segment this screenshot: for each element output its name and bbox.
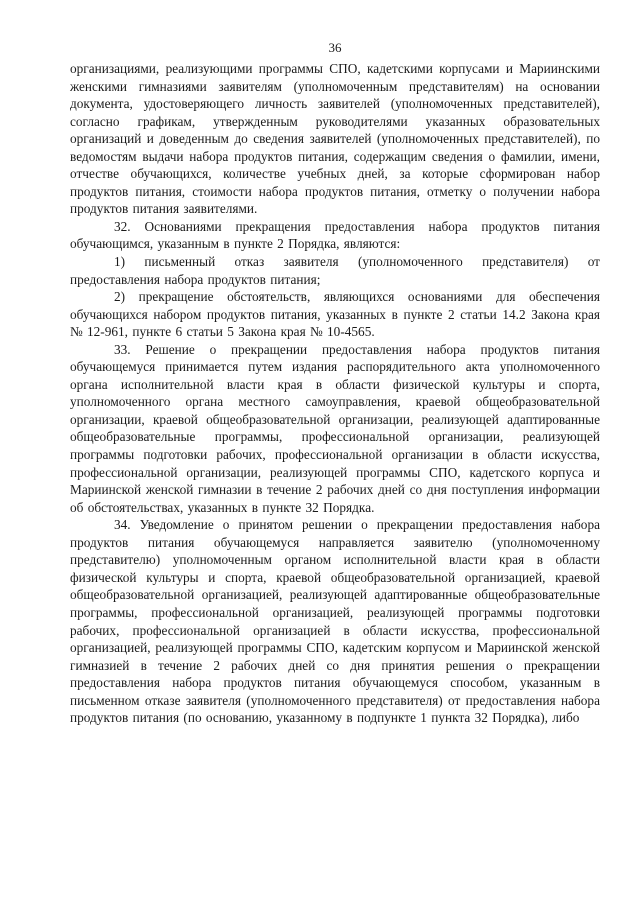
paragraph-34: 34. Уведомление о принятом решении о прекращении предоставления набора продуктов питания обучающемуся направляется заявителю (уполномоченному представителю) уполномоченным органом исполнительной власти края в области физической культуры и спорта, краевой общеобразовательной организацией, краевой общеобразовательной организацией, реализующей адаптированные общеобразовательные программы, профессиональной организацией, реализующей программы подготовки рабочих, профессиональной организацией в области искусства, профессиональной организацией, реализующей программы СПО, кадетским корпусом и Мариинской женской гимназией в течение 2 рабочих дней со дня принятия решения о прекращении предоставления набора продуктов питания обучающемуся способом, указанным в письменном отказе заявителя (уполномоченного представителя) от предоставления набора продуктов питания (по основанию, указанному в подпункте 1 пункта 32 Порядка), либо — [70, 517, 600, 726]
page-number: 36 — [328, 40, 342, 55]
paragraph-32-item-1: 1) письменный отказ заявителя (уполномоченного представителя) от предоставления набора продуктов питания; — [70, 254, 600, 287]
paragraph-32-intro: 32. Основаниями прекращения предоставления набора продуктов питания обучающимся, указанным в пункте 2 Порядка, являются: — [70, 218, 600, 252]
paragraph-continuation: организациями, реализующими программы СПО, кадетскими корпусами и Мариинскими женскими гимназиями заявителям (уполномоченным представителям) на основании документа, удостоверяющего личность заявителей (уполномоченных представителей), согласно графикам, утвержденным руководителями указанных образовательных организаций и доведенным до сведения заявителей (уполномоченных представителей), по ведомостям выдачи набора продуктов питания, содержащим сведения о фамилии, имени, отчестве обучающихся, количестве учебных дней, за которые сформирован набор продуктов питания, стоимости набора продуктов питания, отметку о получении набора продуктов питания заявителями. — [70, 61, 600, 217]
paragraph-33: 33. Решение о прекращении предоставления набора продуктов питания обучающемуся принимается путем издания распорядительного акта уполномоченного органа исполнительной власти края в области физической культуры и спорта, уполномоченного органа местного самоуправления, краевой общеобразовательной организации, краевой общеобразовательной организации, реализующей адаптированные общеобразовательные программы, профессиональной организации, реализующей программы подготовки рабочих, профессиональной организации в области искусства, профессиональной организации, реализующей программы СПО, кадетского корпуса и Мариинской женской гимназии в течение 2 рабочих дней со дня поступления информации об обстоятельствах, указанных в пункте 32 Порядка. — [70, 341, 600, 515]
paragraph-32-item-2: 2) прекращение обстоятельств, являющихся основаниями для обеспечения обучающихся набором продуктов питания, указанных в пункте 2 статьи 14.2 Закона края № 12-961, пункте 6 статьи 5 Закона края № 10-4565. — [70, 289, 600, 340]
